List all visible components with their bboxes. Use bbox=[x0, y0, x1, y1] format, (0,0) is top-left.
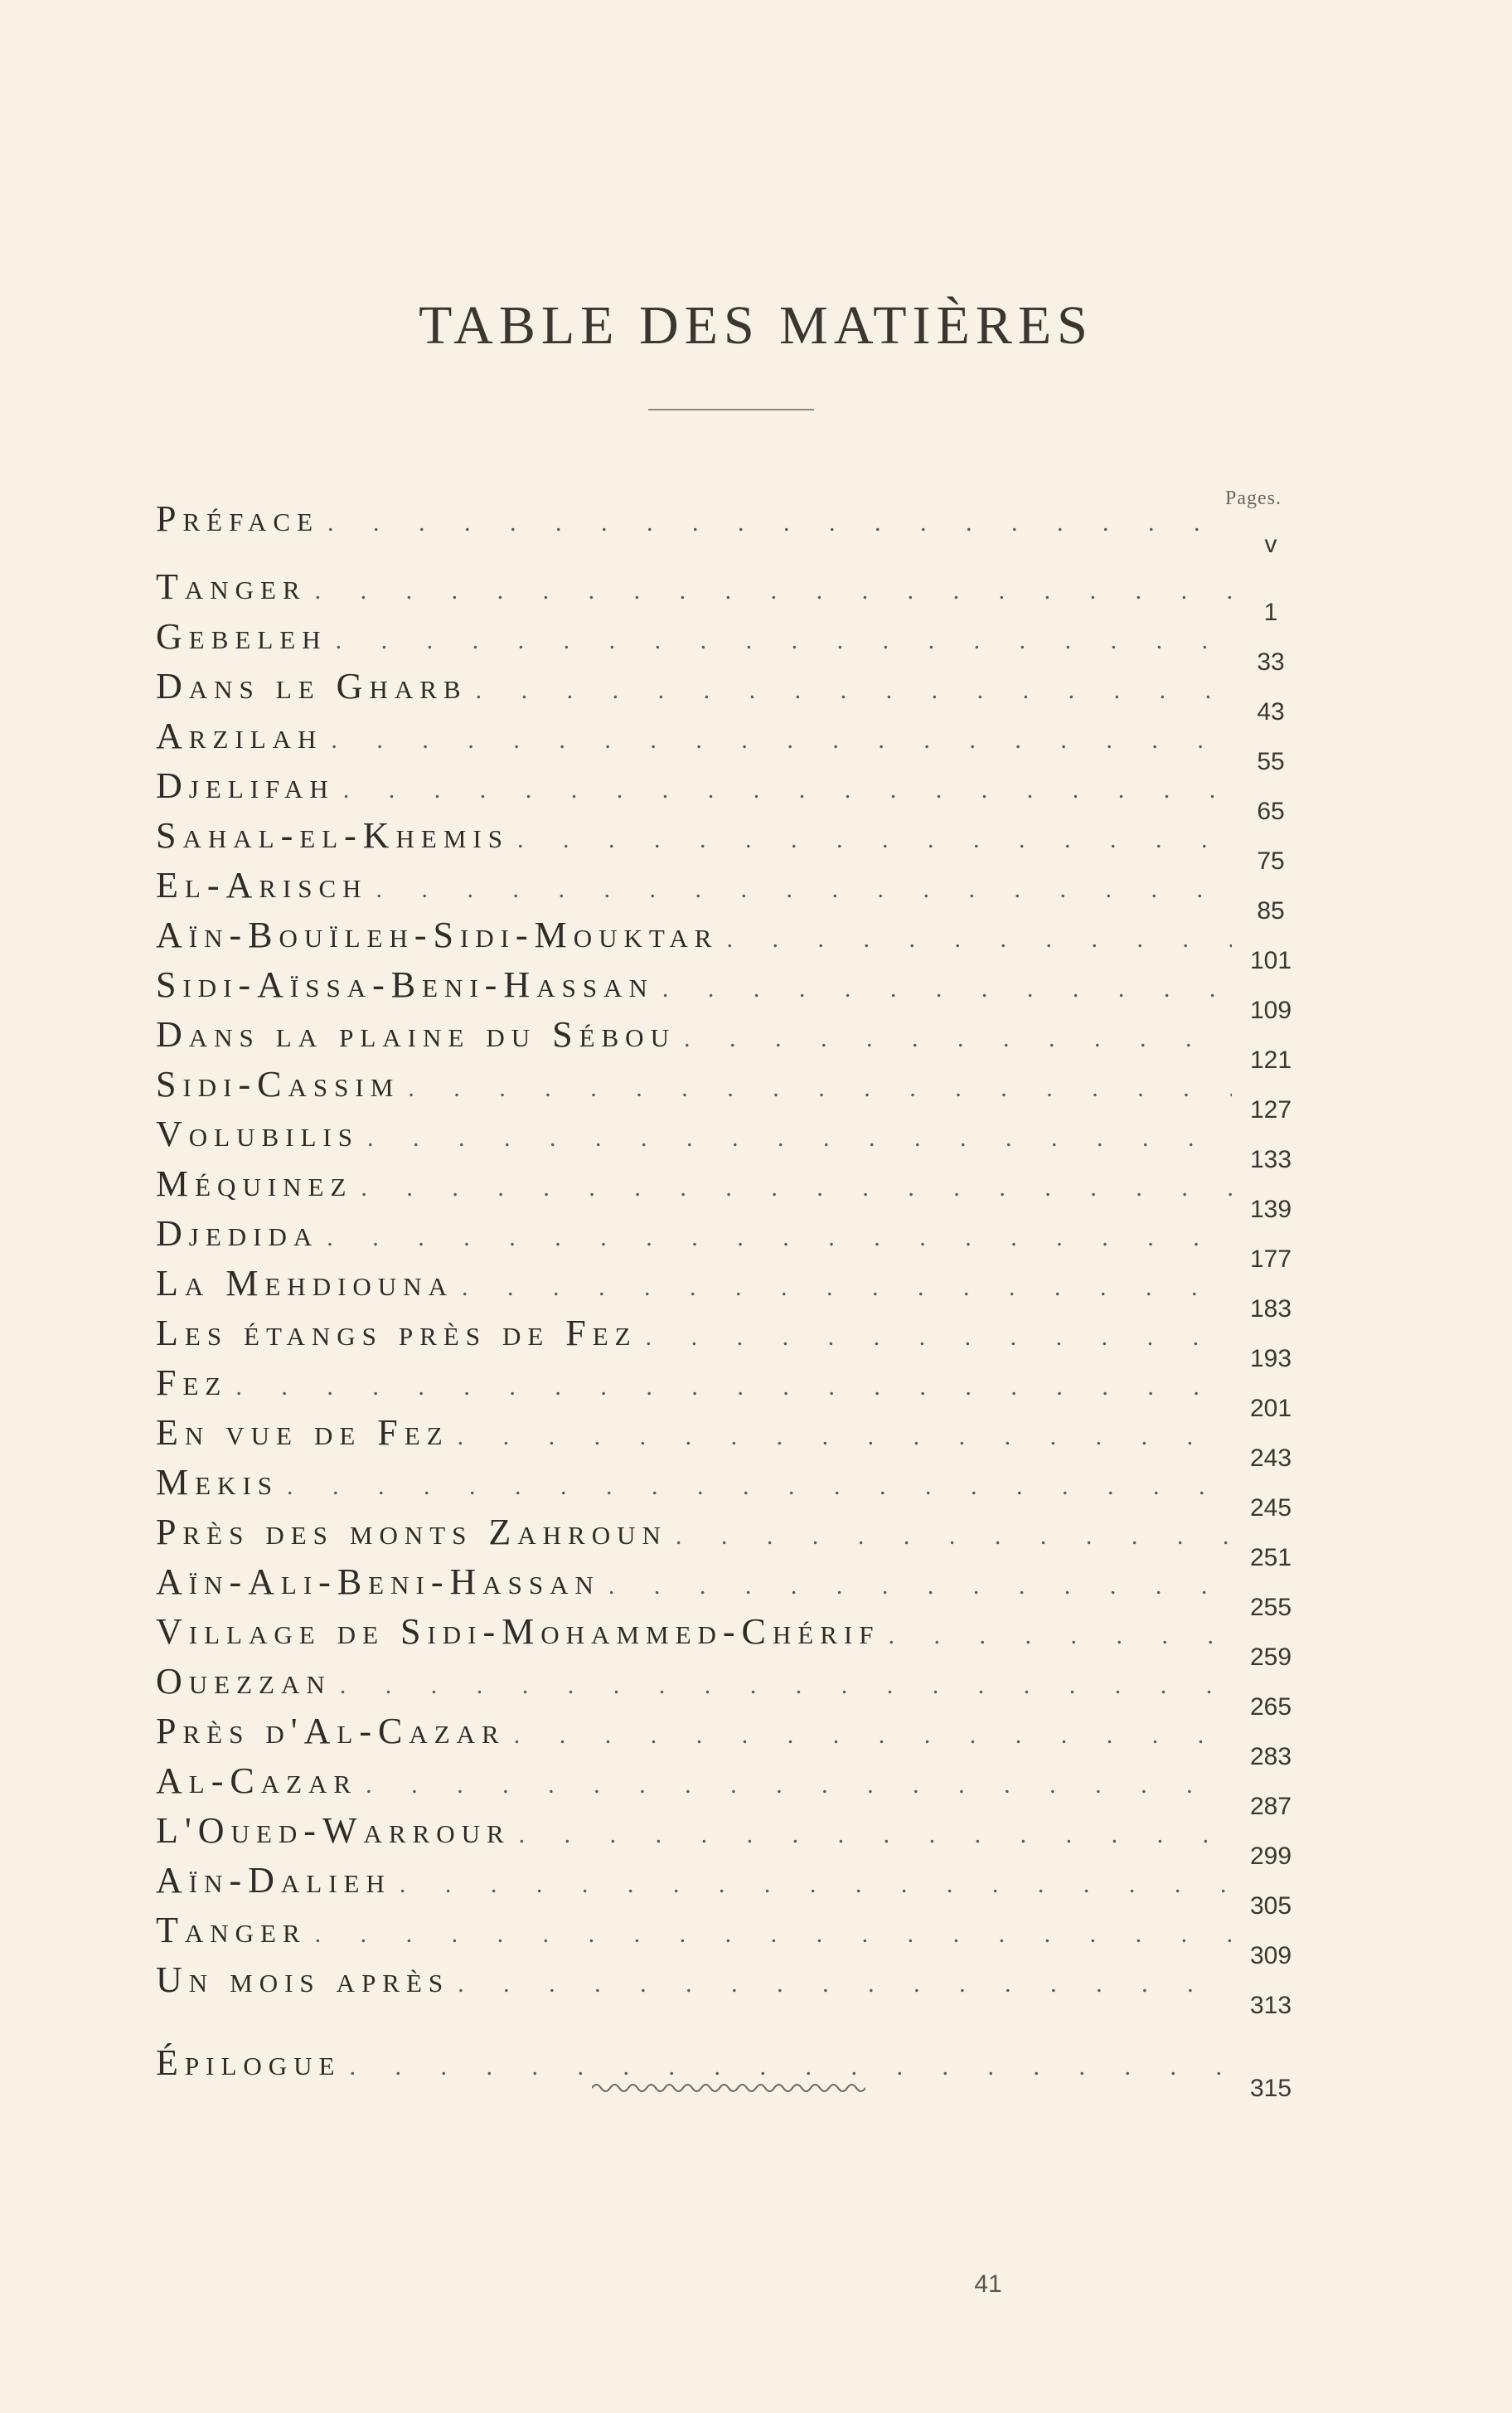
toc-entry-page: 259 bbox=[1249, 1643, 1292, 1671]
toc-entry bbox=[156, 864, 1300, 925]
toc-entry bbox=[156, 1013, 1300, 1074]
toc-entry bbox=[156, 1710, 1300, 1770]
toc-entry-label: Sidi-Cassim bbox=[156, 1064, 400, 1105]
toc-entry-label: Sahal-el-Khemis bbox=[156, 815, 509, 856]
leader-dots bbox=[327, 509, 1232, 537]
leader-dots bbox=[646, 1323, 1232, 1352]
leader-dots bbox=[676, 1522, 1232, 1551]
toc-entry bbox=[156, 964, 1300, 1024]
leader-dots bbox=[517, 826, 1232, 854]
leader-dots bbox=[331, 726, 1232, 755]
toc-entry-page: 127 bbox=[1249, 1096, 1292, 1124]
leader-dots bbox=[519, 1821, 1232, 1849]
toc-entry bbox=[156, 765, 1300, 825]
toc-entry-label: Dans le Gharb bbox=[156, 666, 468, 706]
toc-entry-label: Les étangs près de Fez bbox=[156, 1313, 637, 1353]
toc-entry-label: Volubilis bbox=[156, 1114, 359, 1154]
toc-entry bbox=[156, 715, 1300, 775]
toc-entry-page: 255 bbox=[1249, 1594, 1292, 1621]
toc-entry-label: Village de Sidi-Mohammed-Chérif bbox=[156, 1611, 880, 1652]
leader-dots bbox=[367, 1124, 1232, 1153]
toc-entry bbox=[156, 1660, 1300, 1721]
leader-dots bbox=[476, 677, 1232, 705]
toc-entry-page: 309 bbox=[1249, 1942, 1292, 1969]
toc-entry bbox=[156, 1063, 1300, 1124]
toc-entry-label: Un mois après bbox=[156, 1959, 450, 2000]
toc-entry-label: Tanger bbox=[156, 1910, 307, 1950]
toc-entry-label: Aïn-Dalieh bbox=[156, 1860, 391, 1901]
toc-entry bbox=[156, 1163, 1300, 1223]
toc-entry-label: Tanger bbox=[156, 566, 307, 607]
toc-entry-page: 133 bbox=[1249, 1146, 1292, 1173]
toc-entry-page: 243 bbox=[1249, 1444, 1292, 1472]
leader-dots bbox=[684, 1025, 1232, 1053]
toc-entry-page: 305 bbox=[1249, 1892, 1292, 1920]
toc-entry-label: Épilogue bbox=[156, 2042, 342, 2083]
toc-entry-label: Djedida bbox=[156, 1213, 319, 1254]
toc-entry-page: 183 bbox=[1249, 1295, 1292, 1323]
toc-entry-page: 121 bbox=[1249, 1046, 1292, 1074]
toc-entry-label: Djelifah bbox=[156, 765, 335, 806]
leader-dots bbox=[458, 1970, 1232, 1998]
toc-entry bbox=[156, 498, 1300, 558]
toc-entry bbox=[156, 914, 1300, 974]
leader-dots bbox=[336, 627, 1232, 655]
leader-dots bbox=[462, 1274, 1232, 1302]
leader-dots bbox=[888, 1622, 1232, 1650]
leader-dots bbox=[408, 1075, 1232, 1103]
toc-entry-label: Gebeleh bbox=[156, 616, 327, 657]
leader-dots bbox=[343, 776, 1232, 804]
toc-entry bbox=[156, 1411, 1300, 1472]
toc-entry-page: 245 bbox=[1249, 1494, 1292, 1522]
leader-dots bbox=[327, 1224, 1232, 1252]
toc-entry-label: Aïn-Bouïleh-Sidi-Mouktar bbox=[156, 915, 719, 955]
toc-entry-page: 109 bbox=[1249, 997, 1292, 1024]
page-title: TABLE DES MATIÈRES bbox=[419, 295, 1093, 356]
toc-entry-label: Fez bbox=[156, 1362, 228, 1403]
toc-entry bbox=[156, 566, 1300, 626]
toc-entry bbox=[156, 1113, 1300, 1173]
leader-dots bbox=[315, 1920, 1232, 1949]
toc-entry bbox=[156, 1461, 1300, 1522]
leader-dots bbox=[514, 1721, 1232, 1750]
toc-entry-page: 43 bbox=[1257, 698, 1285, 726]
toc-entry-page: 33 bbox=[1257, 648, 1285, 676]
toc-entry-label: L'Oued-Warrour bbox=[156, 1810, 511, 1851]
leader-dots bbox=[376, 876, 1232, 904]
toc-entry-page: 283 bbox=[1249, 1743, 1292, 1770]
leader-dots bbox=[662, 975, 1232, 1003]
toc-entry bbox=[156, 1262, 1300, 1323]
toc-entry bbox=[156, 1561, 1300, 1621]
toc-entry-label: Sidi-Aïssa-Beni-Hassan bbox=[156, 964, 654, 1005]
leader-dots bbox=[458, 1423, 1232, 1451]
toc-entry bbox=[156, 1511, 1300, 1571]
toc-entry-page: 299 bbox=[1249, 1843, 1292, 1870]
toc-entry bbox=[156, 1859, 1300, 1920]
toc-entry bbox=[156, 814, 1300, 875]
leader-dots bbox=[349, 2053, 1232, 2081]
leader-dots bbox=[726, 925, 1232, 954]
leader-dots bbox=[361, 1174, 1232, 1202]
page-number: 41 bbox=[974, 2270, 1002, 2298]
pages-column-label: Pages. bbox=[1225, 488, 1282, 509]
leader-dots bbox=[608, 1572, 1232, 1600]
toc-entry-page: 315 bbox=[1249, 2075, 1292, 2102]
toc-entry-label: Méquinez bbox=[156, 1163, 353, 1204]
toc-entry-label: Près d'Al-Cazar bbox=[156, 1711, 506, 1751]
toc-entry bbox=[156, 1909, 1300, 1969]
toc-entry-label: Arzilah bbox=[156, 716, 323, 756]
toc-entry-label: En vue de Fez bbox=[156, 1412, 449, 1453]
toc-entry-label: Préface bbox=[156, 498, 320, 539]
toc-entry bbox=[156, 615, 1300, 676]
leader-dots bbox=[366, 1771, 1232, 1799]
wavy-ornament bbox=[592, 2078, 865, 2098]
leader-dots bbox=[287, 1473, 1232, 1501]
toc-entry bbox=[156, 1760, 1300, 1820]
toc-entry-page: 193 bbox=[1249, 1345, 1292, 1372]
toc-entry bbox=[156, 1809, 1300, 1870]
toc-entry bbox=[156, 1312, 1300, 1372]
toc-entry-page: 201 bbox=[1249, 1395, 1292, 1422]
title-rule bbox=[648, 409, 814, 410]
toc-entry-page: 313 bbox=[1249, 1992, 1292, 2019]
toc-entry-page: 251 bbox=[1249, 1544, 1292, 1571]
toc-entry-page: 287 bbox=[1249, 1793, 1292, 1820]
toc-entry-page: v bbox=[1264, 531, 1277, 558]
toc-entry-page: 75 bbox=[1257, 847, 1285, 875]
toc-entry-page: 101 bbox=[1249, 947, 1292, 974]
toc-entry bbox=[156, 665, 1300, 726]
toc-entry-page: 139 bbox=[1249, 1196, 1292, 1223]
toc-entry-page: 55 bbox=[1257, 748, 1285, 775]
toc-entry bbox=[156, 1212, 1300, 1273]
toc-entry-label: Al-Cazar bbox=[156, 1760, 358, 1801]
toc-entry-page: 85 bbox=[1257, 897, 1285, 925]
leader-dots bbox=[400, 1871, 1232, 1899]
toc-entry-label: Près des monts Zahroun bbox=[156, 1512, 667, 1552]
toc-entry-page: 1 bbox=[1263, 599, 1278, 626]
toc-entry bbox=[156, 1959, 1300, 2019]
toc-entry-label: Aïn-Ali-Beni-Hassan bbox=[156, 1561, 600, 1602]
toc-entry-page: 65 bbox=[1257, 798, 1285, 825]
leader-dots bbox=[315, 577, 1232, 605]
toc-entry-label: El-Arisch bbox=[156, 865, 368, 905]
toc-entry-page: 177 bbox=[1249, 1245, 1292, 1273]
toc-entry-label: Mekis bbox=[156, 1462, 279, 1503]
toc-entry bbox=[156, 1610, 1300, 1671]
toc-entry bbox=[156, 1362, 1300, 1422]
leader-dots bbox=[340, 1672, 1232, 1700]
leader-dots bbox=[235, 1373, 1232, 1401]
toc-entry-label: Dans la plaine du Sébou bbox=[156, 1014, 676, 1055]
toc-entry-page: 265 bbox=[1249, 1693, 1292, 1721]
toc-entry-label: La Mehdiouna bbox=[156, 1263, 453, 1304]
toc-entry-label: Ouezzan bbox=[156, 1661, 332, 1702]
